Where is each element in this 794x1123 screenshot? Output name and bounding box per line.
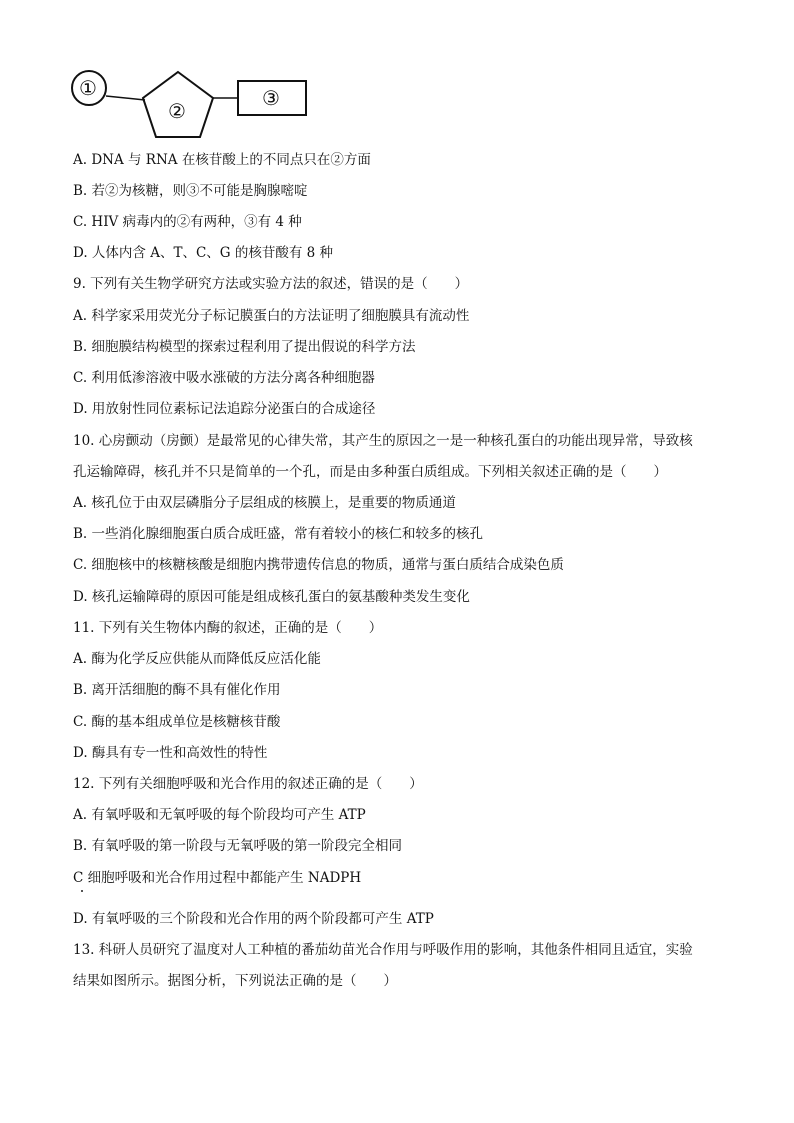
q11-option-d: D. 酶具有专一性和高效性的特性 xyxy=(73,745,268,761)
q9-option-b: B. 细胞膜结构模型的探索过程利用了提出假说的科学方法 xyxy=(73,339,416,355)
q13-stem-line-2: 结果如图所示。据图分析，下列说法正确的是（ ） xyxy=(73,973,397,989)
q11-option-a: A. 酶为化学反应供能从而降低反应活化能 xyxy=(73,651,321,667)
q12-option-a: A. 有氧呼吸和无氧呼吸的每个阶段均可产生 ATP xyxy=(73,807,366,823)
sugar-label: ② xyxy=(168,99,186,123)
q10-stem-line-1: 10. 心房颤动（房颤）是最常见的心律失常，其产生的原因之一是一种核孔蛋白的功能出现异常，导致核 xyxy=(73,433,693,449)
q12-option-d: D. 有氧呼吸的三个阶段和光合作用的两个阶段都可产生 ATP xyxy=(73,911,434,927)
q12-option-c: C 细胞呼吸和光合作用过程中都能产生 NADPH xyxy=(73,870,362,886)
q10-option-b: B. 一些消化腺细胞蛋白质合成旺盛，常有着较小的核仁和较多的核孔 xyxy=(73,526,484,542)
q10-stem-line-2: 孔运输障碍，核孔并不只是简单的一个孔，而是由多种蛋白质组成。下列相关叙述正确的是（ ） xyxy=(73,464,667,480)
q10-option-c: C. 细胞核中的核糖核酸是细胞内携带遗传信息的物质，通常与蛋白质结合成染色质 xyxy=(73,557,564,573)
phosphate-label: ① xyxy=(79,76,97,100)
q12-option-b: B. 有氧呼吸的第一阶段与无氧呼吸的第一阶段完全相同 xyxy=(73,838,403,854)
q8-option-a: A. DNA 与 RNA 在核苷酸上的不同点只在②方面 xyxy=(73,152,371,168)
base-label: ③ xyxy=(262,86,280,110)
stray-dot xyxy=(81,890,83,892)
q11-stem: 11. 下列有关生物体内酶的叙述，正确的是（ ） xyxy=(73,620,383,636)
q11-option-c: C. 酶的基本组成单位是核糖核苷酸 xyxy=(73,714,281,730)
q13-stem-line-1: 13. 科研人员研究了温度对人工种植的番茄幼苗光合作用与呼吸作用的影响，其他条件相同且适宜，实验 xyxy=(73,942,693,958)
q8-option-d: D. 人体内含 A、T、C、G 的核苷酸有 8 种 xyxy=(73,245,334,261)
q9-option-c: C. 利用低渗溶液中吸水涨破的方法分离各种细胞器 xyxy=(73,370,375,386)
q10-option-a: A. 核孔位于由双层磷脂分子层组成的核膜上，是重要的物质通道 xyxy=(73,495,456,511)
nucleotide-diagram xyxy=(70,64,315,140)
q9-stem: 9. 下列有关生物学研究方法或实验方法的叙述，错误的是（ ） xyxy=(73,276,469,292)
q9-option-a: A. 科学家采用荧光分子标记膜蛋白的方法证明了细胞膜具有流动性 xyxy=(73,308,470,324)
q9-option-d: D. 用放射性同位素标记法追踪分泌蛋白的合成途径 xyxy=(73,401,376,417)
bond-line-1 xyxy=(106,96,145,100)
q8-option-c: C. HIV 病毒内的②有两种，③有 4 种 xyxy=(73,214,302,230)
q11-option-b: B. 离开活细胞的酶不具有催化作用 xyxy=(73,682,281,698)
q12-stem: 12. 下列有关细胞呼吸和光合作用的叙述正确的是（ ） xyxy=(73,776,423,792)
q8-option-b: B. 若②为核糖，则③不可能是胸腺嘧啶 xyxy=(73,183,308,199)
q10-option-d: D. 核孔运输障碍的原因可能是组成核孔蛋白的氨基酸种类发生变化 xyxy=(73,589,470,605)
